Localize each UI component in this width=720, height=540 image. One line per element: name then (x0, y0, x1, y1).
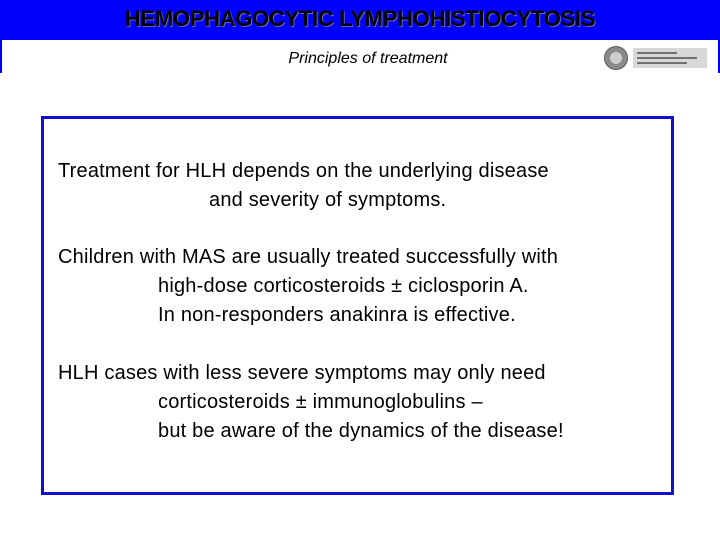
text-line: corticosteroids ± immunoglobulins – (158, 391, 483, 413)
paragraph-mas-treatment (58, 243, 558, 330)
text-line: high-dose corticosteroids ± ciclosporin A. (158, 275, 529, 297)
university-seal-icon (604, 46, 628, 70)
page-subtitle: Principles of treatment (288, 50, 448, 67)
text-line: HLH cases with less severe symptoms may only need (58, 362, 546, 384)
university-logo (601, 45, 711, 71)
text-line: and severity of symptoms. (209, 189, 447, 211)
page-title: HEMOPHAGOCYTIC LYMPHOHISTIOCYTOSIS (124, 6, 596, 31)
text-line: Children with MAS are usually treated successfully with (58, 246, 559, 268)
text-line: but be aware of the dynamics of the disease! (158, 420, 564, 442)
paragraph-mild-hlh (58, 359, 564, 446)
text-line: Treatment for HLH depends on the underlying disease (58, 160, 549, 182)
content-box (41, 116, 674, 495)
university-wordmark (633, 48, 707, 68)
text-line: In non-responders anakinra is effective. (158, 304, 516, 326)
paragraph-treatment-overview (58, 157, 549, 215)
